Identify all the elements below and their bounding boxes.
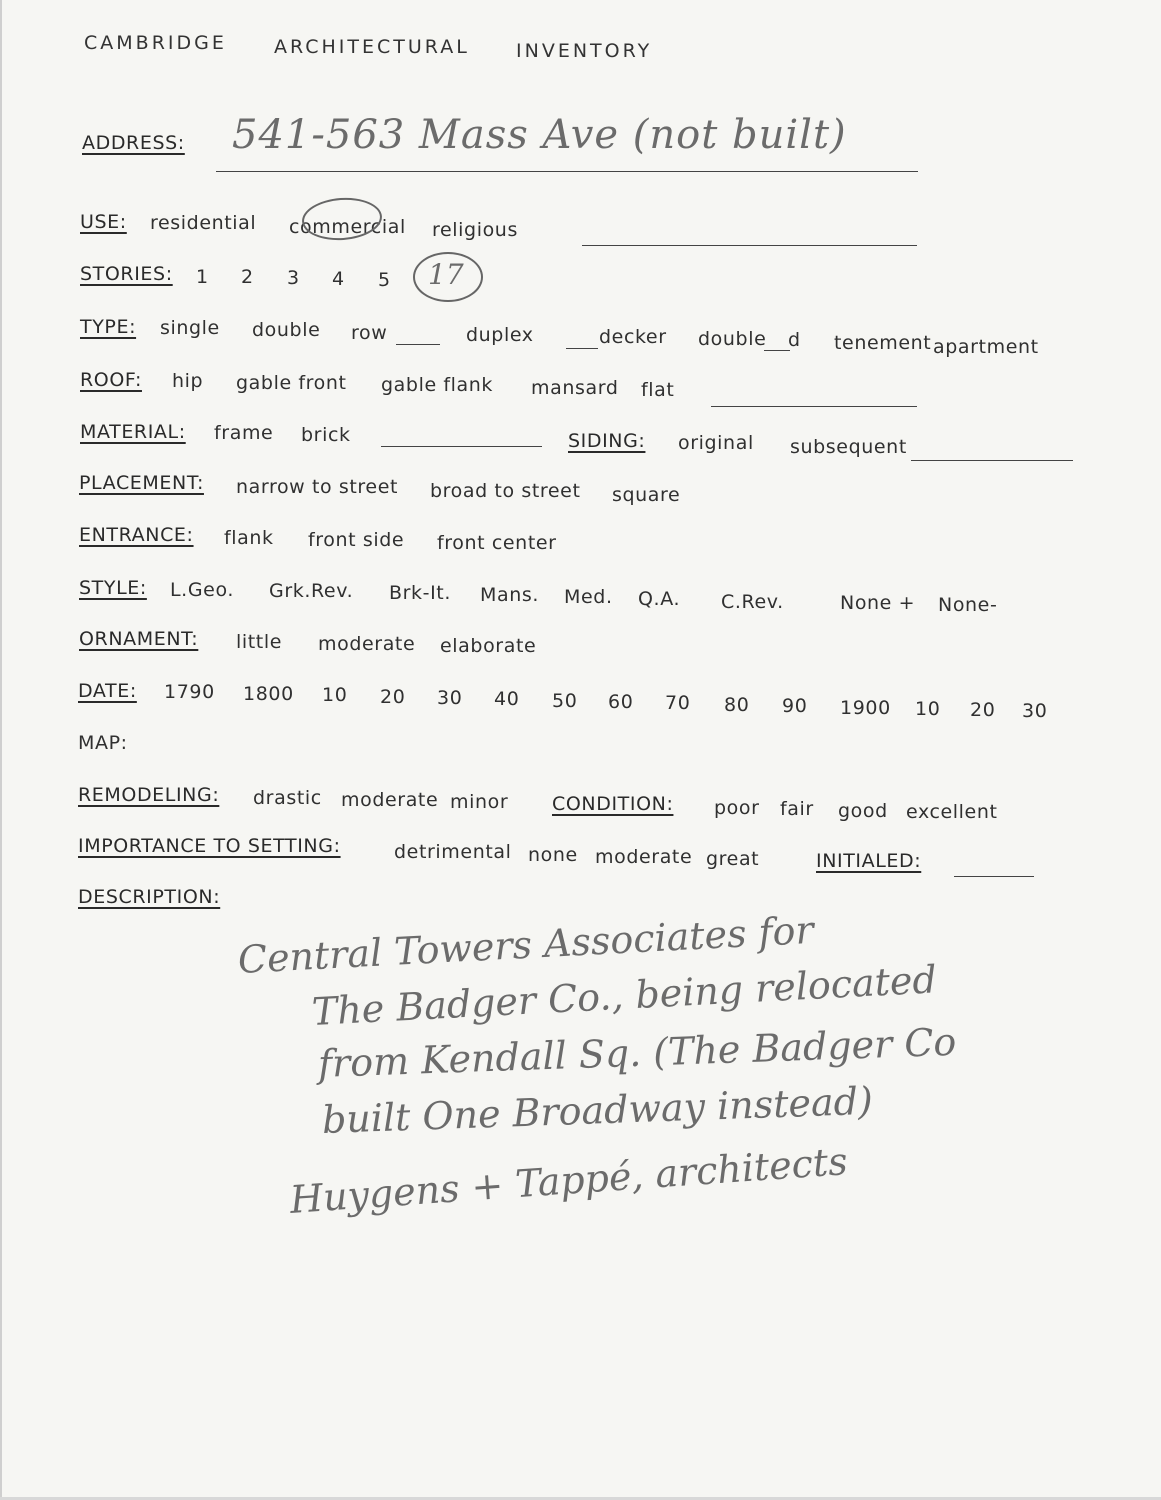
initialed-line	[954, 876, 1034, 877]
description-line-2[interactable]: The Badger Co., being relocated	[310, 957, 938, 1034]
condition-option-good[interactable]: good	[838, 800, 888, 822]
importance-option-none[interactable]: none	[528, 844, 578, 866]
header-architectural: ARCHITECTURAL	[274, 36, 470, 58]
style-label: STYLE:	[79, 577, 147, 599]
date-option-40[interactable]: 40	[494, 688, 520, 710]
roof-option-hip[interactable]: hip	[172, 370, 204, 392]
date-option-1910[interactable]: 10	[915, 698, 941, 720]
remodeling-option-moderate[interactable]: moderate	[341, 789, 439, 811]
stories-option-5[interactable]: 5	[378, 269, 391, 291]
use-option-commercial[interactable]: commercial	[289, 216, 406, 238]
siding-option-subsequent[interactable]: subsequent	[790, 436, 907, 458]
use-other-line	[582, 245, 917, 246]
date-option-60[interactable]: 60	[608, 691, 634, 713]
siding-option-original[interactable]: original	[678, 432, 754, 454]
ornament-option-moderate[interactable]: moderate	[318, 633, 416, 655]
style-option-none-plus[interactable]: None +	[840, 592, 916, 614]
date-option-1900[interactable]: 1900	[840, 697, 891, 719]
importance-option-detrimental[interactable]: detrimental	[394, 841, 512, 863]
date-option-70[interactable]: 70	[665, 692, 691, 714]
style-option-qa[interactable]: Q.A.	[638, 588, 681, 610]
style-option-crev[interactable]: C.Rev.	[721, 591, 784, 613]
stories-option-3[interactable]: 3	[287, 267, 300, 289]
type-decker-line	[566, 348, 598, 349]
condition-label: CONDITION:	[552, 793, 674, 815]
entrance-option-flank[interactable]: flank	[224, 527, 274, 549]
type-option-double[interactable]: double	[252, 319, 321, 341]
type-option-single[interactable]: single	[160, 317, 220, 339]
description-architects[interactable]: Huygens + Tappé, architects	[288, 1139, 849, 1222]
roof-option-gable-flank[interactable]: gable flank	[381, 374, 494, 396]
date-option-50[interactable]: 50	[552, 690, 578, 712]
siding-other-line	[911, 460, 1073, 461]
style-option-med[interactable]: Med.	[564, 586, 613, 608]
condition-option-excellent[interactable]: excellent	[906, 801, 998, 823]
style-option-none-minus[interactable]: None-	[938, 594, 998, 616]
date-option-10[interactable]: 10	[322, 684, 348, 706]
entrance-option-front-side[interactable]: front side	[308, 529, 405, 551]
initialed-label: INITIALED:	[816, 850, 922, 872]
address-line	[216, 171, 918, 172]
importance-option-moderate[interactable]: moderate	[595, 846, 693, 868]
material-option-brick[interactable]: brick	[301, 424, 351, 446]
entrance-label: ENTRANCE:	[79, 524, 194, 546]
description-label: DESCRIPTION:	[78, 886, 221, 908]
stories-option-1[interactable]: 1	[196, 266, 209, 288]
scan-edge-left	[0, 0, 2, 1500]
type-row-line	[396, 344, 440, 345]
type-option-double-d[interactable]: double	[698, 328, 767, 350]
entrance-option-front-center[interactable]: front center	[437, 532, 557, 554]
roof-label: ROOF:	[80, 369, 142, 391]
placement-label: PLACEMENT:	[79, 472, 204, 494]
address-label: ADDRESS:	[82, 132, 185, 154]
style-option-brkit[interactable]: Brk-It.	[389, 582, 451, 604]
roof-option-gable-front[interactable]: gable front	[236, 372, 347, 394]
use-label: USE:	[80, 211, 127, 233]
date-option-1800[interactable]: 1800	[243, 683, 294, 705]
type-double-d-line	[764, 350, 790, 351]
ornament-option-elaborate[interactable]: elaborate	[440, 635, 537, 657]
type-option-apartment[interactable]: apartment	[933, 336, 1039, 358]
header-inventory: INVENTORY	[516, 40, 653, 62]
placement-option-broad[interactable]: broad to street	[430, 480, 581, 502]
roof-option-mansard[interactable]: mansard	[531, 377, 619, 399]
importance-option-great[interactable]: great	[706, 848, 760, 870]
map-label: MAP:	[78, 732, 128, 754]
date-option-20[interactable]: 20	[380, 686, 406, 708]
placement-option-narrow[interactable]: narrow to street	[236, 476, 399, 498]
type-option-duplex[interactable]: duplex	[466, 324, 534, 346]
condition-option-fair[interactable]: fair	[780, 798, 814, 820]
condition-option-poor[interactable]: poor	[714, 797, 760, 819]
date-label: DATE:	[78, 680, 137, 702]
siding-label: SIDING:	[568, 430, 646, 452]
description-line-4[interactable]: built One Broadway instead)	[321, 1078, 874, 1142]
description-line-3[interactable]: from Kendall Sq. (The Badger Co	[317, 1019, 957, 1086]
ornament-label: ORNAMENT:	[79, 628, 199, 650]
stories-option-4[interactable]: 4	[332, 268, 345, 290]
type-option-row[interactable]: row	[351, 322, 388, 344]
stories-label: STORIES:	[80, 263, 173, 285]
material-label: MATERIAL:	[80, 421, 186, 443]
remodeling-option-minor[interactable]: minor	[450, 791, 509, 813]
date-option-90[interactable]: 90	[782, 695, 808, 717]
material-option-frame[interactable]: frame	[214, 422, 274, 444]
use-option-religious[interactable]: religious	[432, 219, 518, 241]
style-option-grkrev[interactable]: Grk.Rev.	[269, 580, 354, 602]
address-value[interactable]: 541-563 Mass Ave (not built)	[232, 112, 847, 158]
date-option-30[interactable]: 30	[437, 687, 463, 709]
header-org: CAMBRIDGE	[84, 32, 227, 54]
style-option-lgeo[interactable]: L.Geo.	[170, 579, 234, 601]
importance-label: IMPORTANCE TO SETTING:	[78, 835, 341, 857]
type-option-tenement[interactable]: tenement	[834, 332, 932, 354]
date-option-1790[interactable]: 1790	[164, 681, 215, 703]
type-option-d[interactable]: d	[788, 329, 801, 351]
remodeling-option-drastic[interactable]: drastic	[253, 787, 322, 809]
style-option-mans[interactable]: Mans.	[480, 584, 540, 606]
placement-option-square[interactable]: square	[612, 484, 681, 506]
roof-option-flat[interactable]: flat	[641, 379, 675, 401]
stories-option-2[interactable]: 2	[241, 266, 254, 288]
remodeling-label: REMODELING:	[78, 784, 220, 806]
use-option-residential[interactable]: residential	[150, 212, 257, 234]
ornament-option-little[interactable]: little	[236, 631, 283, 653]
description-line-1[interactable]: Central Towers Associates for	[236, 907, 815, 982]
stories-written-value[interactable]: 17	[428, 258, 464, 291]
date-option-1930[interactable]: 30	[1022, 700, 1048, 722]
date-option-1920[interactable]: 20	[970, 699, 996, 721]
roof-other-line	[711, 406, 917, 407]
type-label: TYPE:	[80, 316, 137, 338]
date-option-80[interactable]: 80	[724, 694, 750, 716]
type-option-decker[interactable]: decker	[599, 326, 667, 348]
material-other-line	[381, 446, 542, 447]
